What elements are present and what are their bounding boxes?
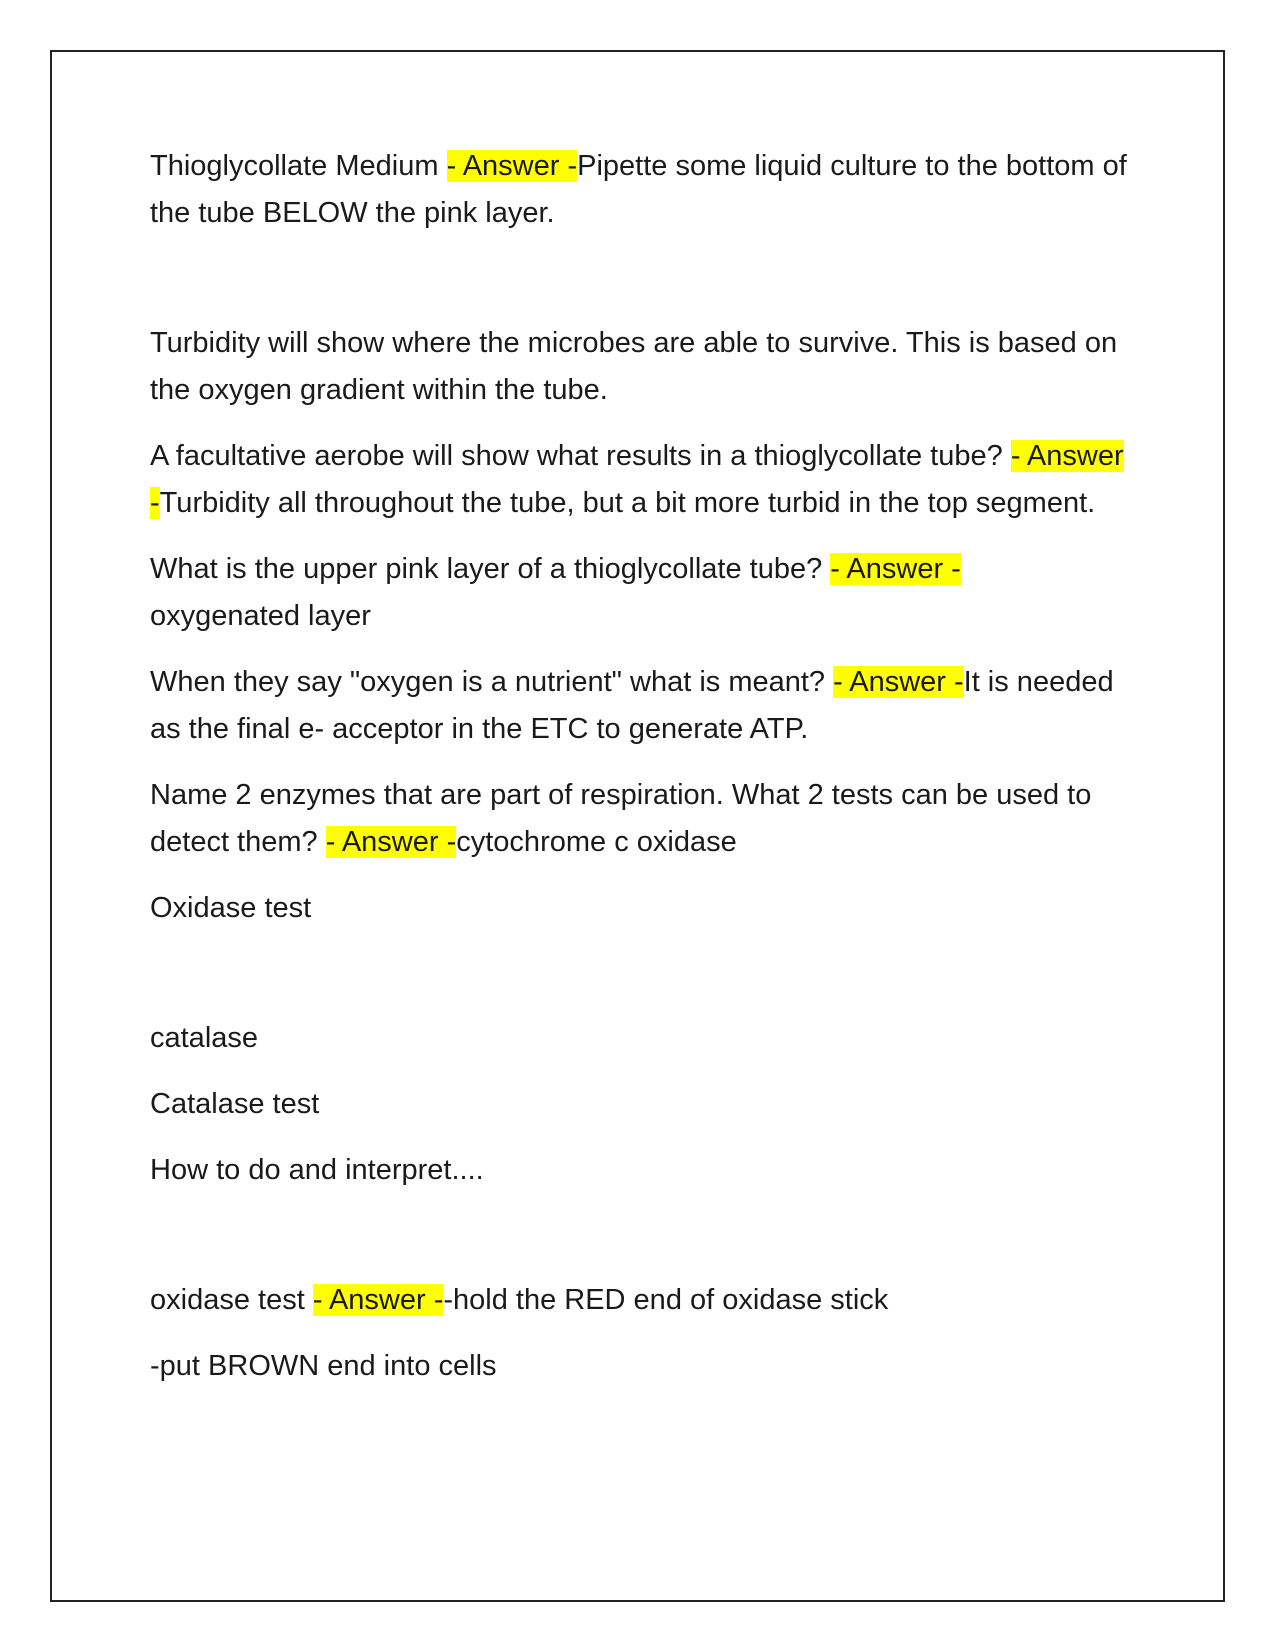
body-text: Catalase test — [150, 1088, 320, 1120]
answer-marker-highlight: - Answer - — [150, 440, 1124, 519]
question-text: Thioglycollate Medium — [150, 150, 447, 182]
paragraph-brown-end — [150, 1343, 1130, 1390]
answer-text: -hold the RED end of oxidase stick — [443, 1284, 889, 1316]
answer-marker-highlight: - Answer - — [830, 553, 961, 585]
answer-text: cytochrome c oxidase — [456, 826, 737, 858]
answer-marker-highlight: - Answer - — [312, 1284, 444, 1316]
body-text: Oxidase test — [150, 892, 312, 924]
flashcard-oxidase-test — [150, 1277, 1130, 1324]
body-text: catalase — [150, 1022, 259, 1054]
document-body — [150, 143, 1130, 1390]
answer-marker-highlight: - Answer - — [446, 150, 578, 182]
flashcard-thioglycollate-medium — [150, 143, 1130, 237]
body-text: -put BROWN end into cells — [150, 1350, 497, 1382]
paragraph-catalase-test — [150, 1081, 1130, 1128]
answer-marker-highlight: - Answer - — [325, 826, 457, 858]
body-text: Turbidity will show where the microbes are able to survive. This is based on the oxygen gradient within the tube. — [150, 327, 1118, 406]
flashcard-facultative-aerobe — [150, 433, 1130, 527]
paragraph-catalase — [150, 1015, 1130, 1062]
answer-marker-highlight: - Answer - — [833, 666, 964, 698]
flashcard-upper-pink-layer — [150, 546, 1130, 640]
paragraph-how-to — [150, 1147, 1130, 1194]
answer-text: oxygenated layer — [150, 600, 371, 632]
body-text: How to do and interpret.... — [150, 1154, 484, 1186]
question-text: oxidase test — [150, 1284, 313, 1316]
question-text: A facultative aerobe will show what results in a thioglycollate tube? — [150, 440, 1011, 472]
answer-text: It is needed as the final e- acceptor in the ETC to generate ATP. — [150, 666, 1114, 745]
paragraph-turbidity — [150, 320, 1130, 414]
answer-text: Turbidity all throughout the tube, but a bit more turbid in the top segment. — [159, 487, 1096, 519]
answer-text: Pipette some liquid culture to the bottom of the tube BELOW the pink layer. — [150, 150, 1127, 229]
question-text: What is the upper pink layer of a thioglycollate tube? — [150, 553, 831, 585]
question-text: When they say "oxygen is a nutrient" what is meant? — [150, 666, 834, 698]
flashcard-respiration-enzymes — [150, 772, 1130, 866]
paragraph-oxidase-test — [150, 885, 1130, 932]
flashcard-oxygen-nutrient — [150, 659, 1130, 753]
question-text: Name 2 enzymes that are part of respiration. What 2 tests can be used to detect them? — [150, 779, 1092, 858]
